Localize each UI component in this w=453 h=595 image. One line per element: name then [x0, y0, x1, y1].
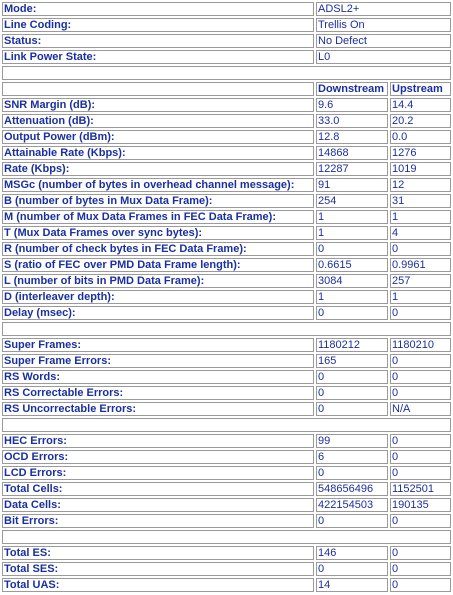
- stat-row: [2, 98, 451, 112]
- downstream-value: 12.8: [316, 130, 388, 144]
- stat-row: [2, 482, 451, 496]
- stat-row: [2, 338, 451, 352]
- stat-row: [2, 274, 451, 288]
- stat-row: [2, 514, 451, 528]
- upstream-value: 20.2: [390, 114, 451, 128]
- section-spacer: [2, 66, 451, 80]
- stat-row: [2, 210, 451, 224]
- upstream-value: 257: [390, 274, 451, 288]
- downstream-value: 14: [316, 578, 388, 592]
- downstream-value: 0: [316, 562, 388, 576]
- stat-row: [2, 306, 451, 320]
- upstream-value: 31: [390, 194, 451, 208]
- upstream-value: 1276: [390, 146, 451, 160]
- stat-label: Attainable Rate (Kbps):: [2, 146, 314, 160]
- info-row: [2, 50, 451, 64]
- upstream-value: 1019: [390, 162, 451, 176]
- stat-row: [2, 466, 451, 480]
- stat-label: Output Power (dBm):: [2, 130, 314, 144]
- stat-label: Total Cells:: [2, 482, 314, 496]
- info-row: [2, 34, 451, 48]
- stat-row: [2, 226, 451, 240]
- downstream-value: 0: [316, 306, 388, 320]
- downstream-value: 0: [316, 514, 388, 528]
- stat-label: Total UAS:: [2, 578, 314, 592]
- section-spacer: [2, 418, 451, 432]
- stat-label: Super Frames:: [2, 338, 314, 352]
- header-blank: [2, 82, 314, 96]
- info-value: L0: [316, 50, 451, 64]
- header-upstream: Upstream: [390, 82, 451, 96]
- spacer-cell: [2, 418, 451, 432]
- stat-label: RS Words:: [2, 370, 314, 384]
- stat-row: [2, 130, 451, 144]
- upstream-value: N/A: [390, 402, 451, 416]
- header-downstream: Downstream: [316, 82, 388, 96]
- downstream-value: 99: [316, 434, 388, 448]
- stat-label: RS Correctable Errors:: [2, 386, 314, 400]
- stat-label: Rate (Kbps):: [2, 162, 314, 176]
- stat-row: [2, 194, 451, 208]
- upstream-value: 0: [390, 434, 451, 448]
- downstream-value: 33.0: [316, 114, 388, 128]
- section-spacer: [2, 322, 451, 336]
- downstream-value: 1180212: [316, 338, 388, 352]
- stat-label: RS Uncorrectable Errors:: [2, 402, 314, 416]
- upstream-value: 0: [390, 578, 451, 592]
- stat-label: HEC Errors:: [2, 434, 314, 448]
- stat-label: LCD Errors:: [2, 466, 314, 480]
- stat-label: Attenuation (dB):: [2, 114, 314, 128]
- stat-row: [2, 242, 451, 256]
- info-value: ADSL2+: [316, 2, 451, 16]
- stat-row: [2, 162, 451, 176]
- info-value: No Defect: [316, 34, 451, 48]
- upstream-value: 14.4: [390, 98, 451, 112]
- stat-label: Total ES:: [2, 546, 314, 560]
- info-label: Line Coding:: [2, 18, 314, 32]
- upstream-value: 12: [390, 178, 451, 192]
- upstream-value: 0: [390, 514, 451, 528]
- upstream-value: 190135: [390, 498, 451, 512]
- downstream-value: 0: [316, 402, 388, 416]
- stat-label: Bit Errors:: [2, 514, 314, 528]
- downstream-value: 0: [316, 242, 388, 256]
- upstream-value: 1180210: [390, 338, 451, 352]
- downstream-value: 3084: [316, 274, 388, 288]
- stat-label: R (number of check bytes in FEC Data Frame):: [2, 242, 314, 256]
- downstream-value: 1: [316, 226, 388, 240]
- stat-label: B (number of bytes in Mux Data Frame):: [2, 194, 314, 208]
- upstream-value: 0: [390, 306, 451, 320]
- stat-row: [2, 370, 451, 384]
- upstream-value: 1152501: [390, 482, 451, 496]
- info-value: Trellis On: [316, 18, 451, 32]
- info-row: [2, 18, 451, 32]
- section-spacer: [2, 530, 451, 544]
- stat-row: [2, 546, 451, 560]
- stat-label: OCD Errors:: [2, 450, 314, 464]
- info-row: [2, 2, 451, 16]
- downstream-value: 548656496: [316, 482, 388, 496]
- upstream-value: 0: [390, 370, 451, 384]
- stat-row: [2, 146, 451, 160]
- stat-row: [2, 450, 451, 464]
- stat-label: D (interleaver depth):: [2, 290, 314, 304]
- upstream-value: 0: [390, 450, 451, 464]
- info-label: Status:: [2, 34, 314, 48]
- stat-row: [2, 354, 451, 368]
- downstream-value: 9.6: [316, 98, 388, 112]
- stat-label: S (ratio of FEC over PMD Data Frame length):: [2, 258, 314, 272]
- downstream-value: 91: [316, 178, 388, 192]
- statistics-body: [2, 2, 451, 592]
- upstream-value: 0: [390, 354, 451, 368]
- downstream-value: 254: [316, 194, 388, 208]
- downstream-value: 165: [316, 354, 388, 368]
- downstream-value: 0.6615: [316, 258, 388, 272]
- downstream-value: 6: [316, 450, 388, 464]
- downstream-value: 0: [316, 370, 388, 384]
- downstream-value: 14868: [316, 146, 388, 160]
- stat-row: [2, 434, 451, 448]
- stat-label: T (Mux Data Frames over sync bytes):: [2, 226, 314, 240]
- stat-row: [2, 402, 451, 416]
- stat-row: [2, 562, 451, 576]
- info-label: Link Power State:: [2, 50, 314, 64]
- downstream-value: 422154503: [316, 498, 388, 512]
- upstream-value: 0: [390, 546, 451, 560]
- spacer-cell: [2, 66, 451, 80]
- downstream-value: 0: [316, 466, 388, 480]
- upstream-value: 0: [390, 242, 451, 256]
- spacer-cell: [2, 530, 451, 544]
- stat-row: [2, 258, 451, 272]
- stat-label: SNR Margin (dB):: [2, 98, 314, 112]
- stat-label: L (number of bits in PMD Data Frame):: [2, 274, 314, 288]
- upstream-value: 0: [390, 466, 451, 480]
- column-header-row: [2, 82, 451, 96]
- upstream-value: 0: [390, 562, 451, 576]
- stat-row: [2, 178, 451, 192]
- downstream-value: 1: [316, 290, 388, 304]
- info-label: Mode:: [2, 2, 314, 16]
- stat-label: MSGc (number of bytes in overhead channel message):: [2, 178, 314, 192]
- stat-row: [2, 578, 451, 592]
- downstream-value: 1: [316, 210, 388, 224]
- stat-label: M (number of Mux Data Frames in FEC Data Frame):: [2, 210, 314, 224]
- spacer-cell: [2, 322, 451, 336]
- stat-row: [2, 498, 451, 512]
- stat-row: [2, 386, 451, 400]
- upstream-value: 1: [390, 290, 451, 304]
- stat-row: [2, 114, 451, 128]
- upstream-value: 0: [390, 386, 451, 400]
- upstream-value: 4: [390, 226, 451, 240]
- downstream-value: 146: [316, 546, 388, 560]
- upstream-value: 1: [390, 210, 451, 224]
- stat-label: Data Cells:: [2, 498, 314, 512]
- downstream-value: 0: [316, 386, 388, 400]
- upstream-value: 0.9961: [390, 258, 451, 272]
- stat-label: Super Frame Errors:: [2, 354, 314, 368]
- stat-label: Delay (msec):: [2, 306, 314, 320]
- downstream-value: 12287: [316, 162, 388, 176]
- stat-label: Total SES:: [2, 562, 314, 576]
- stat-row: [2, 290, 451, 304]
- upstream-value: 0.0: [390, 130, 451, 144]
